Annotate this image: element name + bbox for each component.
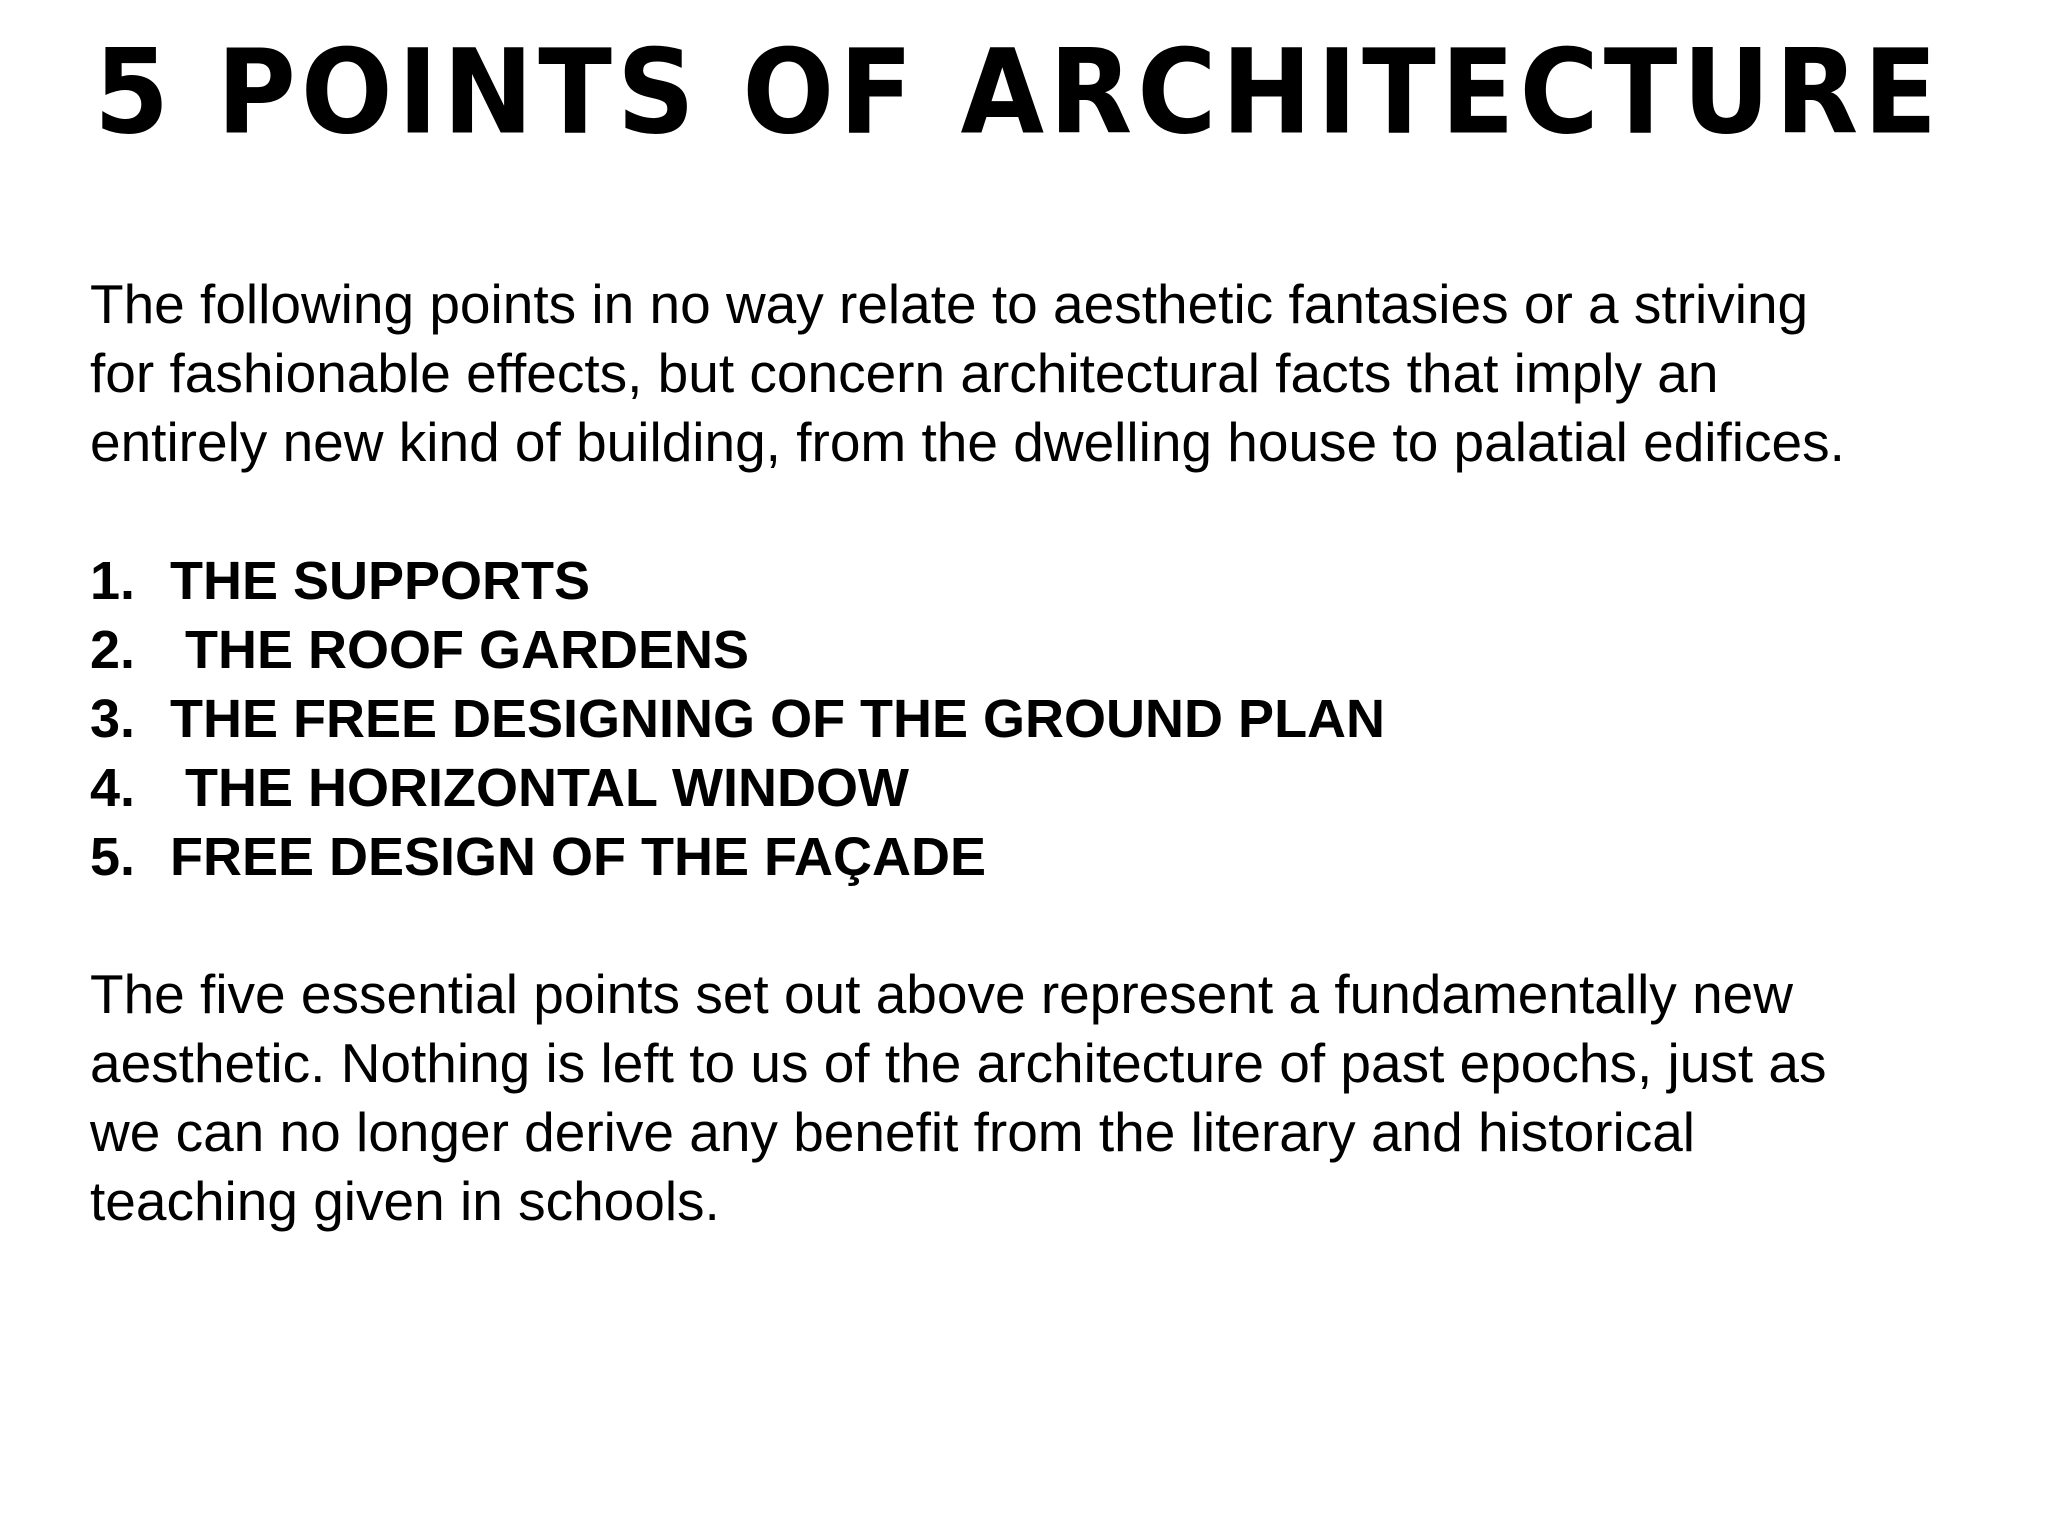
intro-line: for fashionable effects, but concern architectural facts that imply an [90,342,1719,404]
point-item-horizontal-window [90,754,1385,823]
points-list [90,547,1385,892]
point-label: THE SUPPORTS [170,551,591,611]
point-label: FREE DESIGN OF THE FAÇADE [170,827,987,887]
intro-paragraph [90,270,1845,477]
point-label: THE ROOF GARDENS [170,620,750,680]
point-item-supports [90,547,1385,616]
point-item-roof-gardens [90,616,1385,685]
point-number: 4. [90,758,136,818]
closing-line: we can no longer derive any benefit from the literary and historical [90,1101,1696,1163]
point-label: THE HORIZONTAL WINDOW [170,758,909,818]
intro-line: entirely new kind of building, from the dwelling house to palatial edifices. [90,411,1845,473]
closing-line: teaching given in schools. [90,1170,720,1232]
closing-paragraph [90,960,1827,1236]
point-number: 2. [90,620,136,680]
intro-line: The following points in no way relate to aesthetic fantasies or a striving [90,273,1809,335]
point-label: THE FREE DESIGNING OF THE GROUND PLAN [170,689,1386,749]
page-title: 5 POINTS OF ARCHITECTURE [94,25,1943,161]
point-number: 1. [90,551,136,611]
point-number: 3. [90,689,136,749]
point-number: 5. [90,827,136,887]
closing-line: The five essential points set out above represent a fundamentally new [90,963,1793,1025]
point-item-facade [90,823,1385,892]
point-item-ground-plan [90,685,1385,754]
closing-line: aesthetic. Nothing is left to us of the architecture of past epochs, just as [90,1032,1827,1094]
